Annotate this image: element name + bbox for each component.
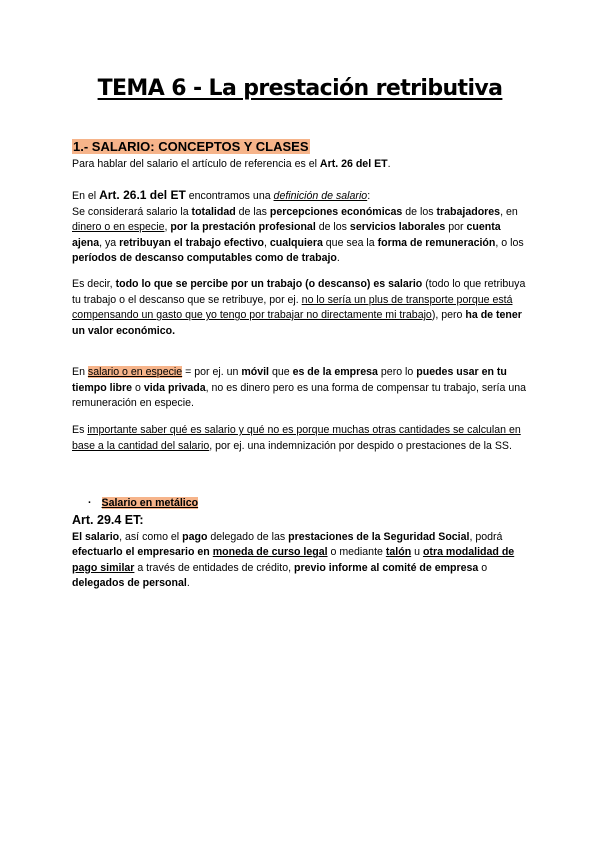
bold-text: efectuarlo el empresario en — [72, 546, 213, 559]
bold-text: delegados de personal — [72, 577, 187, 590]
bold-text: previo informe al comité de empresa — [294, 561, 479, 574]
text: ), pero — [431, 309, 466, 322]
text: encontramos una — [185, 190, 274, 202]
article-reference: Art. 26.1 del ET — [99, 188, 186, 202]
definition-paragraph — [72, 188, 532, 267]
text: que sea la — [322, 236, 378, 249]
underlined-text: importante saber qué es salario y qué no es porque muchas otras cantidades se calculan en base a la cantidad del salario — [72, 424, 521, 452]
art-29-4-section — [72, 513, 532, 592]
definition-body — [72, 205, 532, 267]
bold-text: móvil — [241, 366, 269, 378]
text: . — [387, 157, 391, 170]
bullet-marker: · — [88, 497, 92, 509]
text: u — [411, 546, 423, 559]
bullet-item — [88, 497, 198, 509]
page-title-text: TEMA 6 - La prestación retributiva — [97, 76, 503, 101]
bold-text: períodos de descanso computables como de trabajo — [72, 252, 337, 265]
text: En el — [72, 190, 100, 202]
bold-text: puedes usar en tu tiempo libre — [72, 366, 507, 394]
text: o mediante — [327, 546, 386, 559]
text: por — [445, 221, 467, 234]
bold-text: todo lo que se percibe por un trabajo (o descanso) es salario — [115, 278, 423, 290]
article-heading: Art. 29.4 ET: — [72, 513, 144, 527]
bullet-label: Salario en metálico — [101, 497, 199, 509]
bold-underlined-text: otra modalidad de pago similar — [72, 546, 515, 574]
bold-text: servicios laborales — [349, 221, 446, 234]
text: , por ej. una indemnización por despido o prestaciones de la SS. — [209, 439, 512, 452]
bold-underlined-text: talón — [385, 546, 412, 559]
page-title — [0, 76, 600, 101]
text: a través de entidades de crédito, — [134, 561, 295, 574]
text: , o los — [495, 236, 524, 249]
text: Es — [72, 424, 88, 436]
bold-text: es de la empresa — [292, 366, 378, 378]
bold-underlined-text: moneda de curso legal — [212, 546, 328, 559]
text: = por ej. un — [182, 366, 242, 378]
bold-text: por la prestación profesional — [170, 221, 316, 234]
text: , así como el — [119, 530, 183, 543]
importante-paragraph — [72, 423, 532, 454]
bold-text: vida privada — [143, 381, 206, 394]
text: o — [132, 381, 144, 394]
text: de los — [315, 221, 350, 234]
text: . — [186, 577, 190, 590]
article-reference: Art. 26 del ET — [319, 157, 388, 170]
bold-text: cuenta ajena — [72, 221, 501, 249]
text: que — [269, 366, 293, 378]
art-29-4-body — [72, 530, 532, 592]
bold-text: forma de remuneración — [377, 236, 496, 249]
text: o — [478, 561, 488, 574]
text: . — [336, 252, 340, 265]
text: (todo lo que retribuya tu trabajo o el descanso que se retribuye, por ej. — [72, 278, 526, 306]
section-1 — [72, 139, 532, 172]
highlighted-term: salario o en especie — [87, 366, 183, 378]
bold-text: cualquiera — [269, 236, 323, 249]
text: , podrá — [469, 530, 503, 543]
section-1-heading: 1.- SALARIO: CONCEPTOS Y CLASES — [73, 139, 309, 154]
definition-link-text: definición de salario — [273, 190, 368, 202]
text: , no es dinero pero es una forma de compensar tu trabajo, sería una remuneración en especie. — [72, 381, 527, 410]
text: : — [367, 190, 371, 202]
bold-text: pago — [182, 530, 208, 543]
text: pero lo — [377, 366, 417, 378]
especie-paragraph — [72, 365, 532, 412]
text: delegado de las — [207, 530, 289, 543]
text: , — [164, 221, 171, 234]
text: Se considerará salario la — [72, 205, 192, 218]
text: de los — [402, 205, 437, 218]
text: , ya — [99, 236, 120, 249]
underlined-text: dinero o en especie — [72, 221, 165, 234]
bold-text: El salario — [72, 530, 120, 543]
text: , — [263, 236, 270, 249]
text: En — [72, 366, 88, 378]
bold-text: totalidad — [191, 205, 236, 218]
bold-text: ha de tener un valor económico. — [72, 309, 522, 337]
underlined-text: no lo sería un plus de transporte porque está compensando un gasto que yo tengo por trabajar no directamente mi trabajo — [72, 293, 513, 322]
text: , en — [500, 205, 518, 218]
bold-text: prestaciones de la Seguridad Social — [288, 530, 470, 543]
text: Para hablar del salario el artículo de referencia es el — [72, 157, 320, 170]
section-1-intro — [72, 157, 532, 173]
es-decir-paragraph — [72, 277, 532, 339]
bold-text: trabajadores — [436, 205, 501, 218]
bold-text: percepciones económicas — [269, 205, 403, 218]
text: Es decir, — [72, 278, 116, 290]
text: de las — [235, 205, 270, 218]
bold-text: retribuyan el trabajo efectivo — [119, 236, 264, 249]
